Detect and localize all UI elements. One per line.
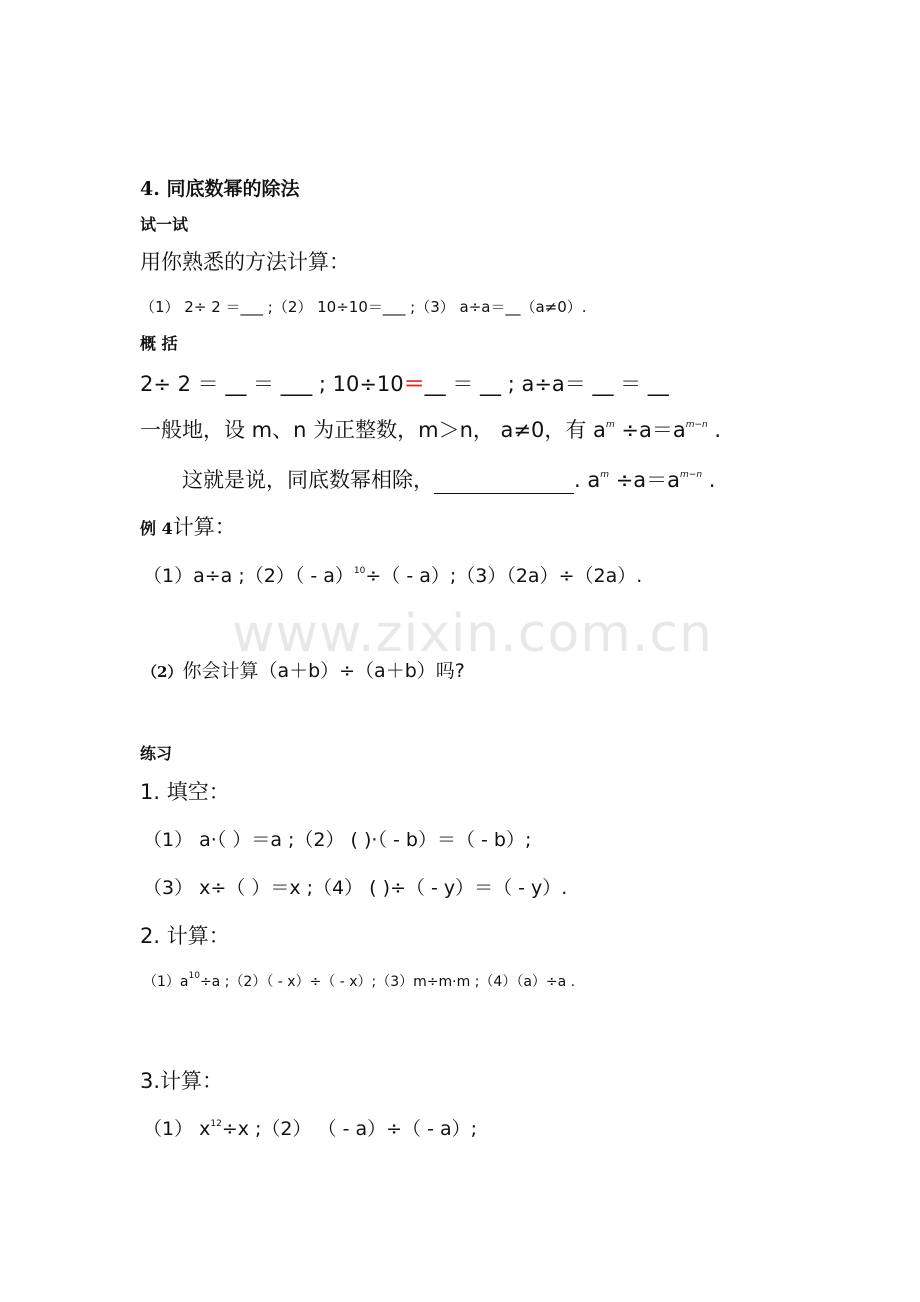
practice-q3-part-b: ÷x ;（2） （ - a）÷（ - a）; xyxy=(221,1118,478,1140)
summary-line-1 xyxy=(140,368,669,398)
exponent-m-minus-n: m−n xyxy=(685,420,708,430)
practice-heading: 练习 xyxy=(140,744,173,763)
practice-q3-title: 3.计算： xyxy=(140,1069,224,1093)
exponent-12: 12 xyxy=(210,1118,222,1129)
red-equals-mark: ＝ xyxy=(403,372,425,396)
fill-in-blank[interactable] xyxy=(434,473,574,494)
summary-line-1-part-b: __ ＝ __ ; a÷a＝ __ ＝ __ xyxy=(424,372,669,396)
summary-line-2-end: . xyxy=(707,418,722,442)
practice-q1-line-2: （3） x÷（ ）＝x ;（4） ( )÷（ - y）＝（ - y）. xyxy=(143,877,568,899)
example-4-part-b: ÷（ - a）;（3）（2a）÷（2a）. xyxy=(365,565,643,587)
practice-q2-part-b: ÷a ;（2）（ - x）÷（ - x）;（3）m÷m·m ;（4）（a）÷a . xyxy=(199,974,576,990)
summary-heading: 概 括 xyxy=(140,334,178,353)
summary-line-2 xyxy=(140,414,721,444)
summary-line-3-end: . xyxy=(702,468,716,492)
example-label: 例 4 xyxy=(140,519,173,538)
practice-q2-part-a: （1）a xyxy=(143,974,189,990)
example-4-heading xyxy=(140,511,236,541)
section-heading xyxy=(140,174,299,201)
summary-line-2-text: 一般地，设 m、n 为正整数，m＞n， a≠0，有 a xyxy=(140,418,606,442)
summary-line-3-a: . a xyxy=(574,468,601,492)
section-number: 4. xyxy=(140,178,160,200)
exponent-m-minus-n: m−n xyxy=(680,470,703,480)
try-it-exercise: （1） 2÷ 2 ＝___ ;（2） 10÷10＝___ ;（3） a÷a＝__（a≠0）. xyxy=(140,298,587,316)
exponent-m: m xyxy=(600,470,610,480)
example-4-question-2 xyxy=(142,656,465,683)
question-2-text: 你会计算（a＋b）÷（a＋b）吗? xyxy=(182,660,465,682)
exponent-10: 10 xyxy=(353,565,366,576)
watermark: www.zixin.com.cn xyxy=(232,604,713,664)
example-title: 计算： xyxy=(172,515,236,539)
summary-line-2-mid: ÷a＝a xyxy=(614,418,686,442)
practice-q1-line-1: （1） a·（ ）＝a ;（2） ( )·（ - b）＝（ - b）; xyxy=(143,829,532,851)
exponent-10: 10 xyxy=(188,971,200,982)
try-it-heading: 试一试 xyxy=(140,215,189,234)
practice-q1-title: 1. 填空： xyxy=(140,780,230,804)
try-it-prompt: 用你熟悉的方法计算： xyxy=(140,250,350,274)
summary-line-3-mid: ÷a＝a xyxy=(609,468,681,492)
practice-q2-title: 2. 计算： xyxy=(140,924,230,948)
summary-line-3 xyxy=(182,464,715,494)
example-4-part-a: （1）a÷a ;（2）（ - a） xyxy=(143,565,354,587)
question-2-label: （2） xyxy=(142,663,183,681)
summary-line-3-text: 这就是说，同底数幂相除， xyxy=(182,468,434,492)
summary-line-1-part-a: 2÷ 2 ＝ __ ＝ ___ ; 10÷10 xyxy=(140,372,404,396)
practice-q3-problems xyxy=(143,1114,477,1141)
example-4-problems xyxy=(143,561,642,588)
practice-q2-problems xyxy=(143,971,575,991)
section-title: 同底数幂的除法 xyxy=(166,178,300,200)
practice-q3-part-a: （1） x xyxy=(143,1118,211,1140)
exponent-m: m xyxy=(605,420,615,430)
